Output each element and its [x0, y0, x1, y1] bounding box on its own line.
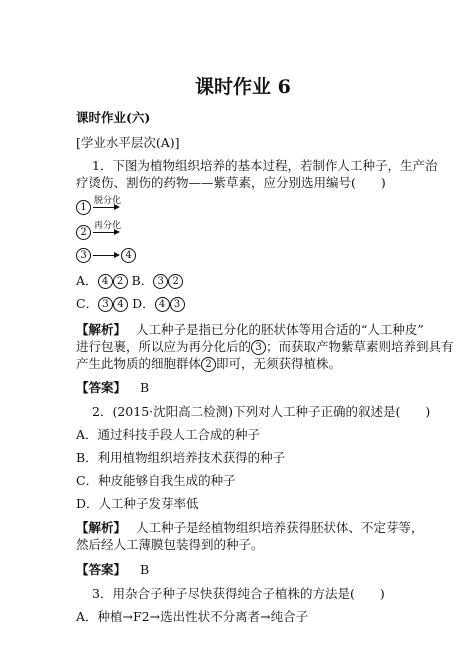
arrow-line-2 [93, 232, 115, 233]
arrow-line-3 [93, 255, 115, 256]
arrow-head-3 [114, 252, 120, 258]
q1-answer-tag: 【答案】 [76, 380, 127, 395]
q1-option-c-label: C． [76, 296, 99, 311]
q3-stem: 3．用杂合子种子尽快获得纯合子植株的方法是( ) [92, 586, 385, 601]
q2-answer [76, 562, 149, 578]
page-title: 课时作业 6 [195, 76, 291, 98]
q1-option-d-label: D． [132, 296, 155, 311]
q2-answer-value: B [140, 562, 150, 577]
diagram-node-3: 3 [76, 247, 91, 263]
q1-analysis-line2: 进行包裹，所以应为再分化后的 3 ；而获取产物紫草素则培养到具有 [76, 339, 454, 354]
q2-analysis-tag: 【解析】 [76, 520, 127, 535]
q1-analysis-line3: 产生此物质的细胞群体 2 即可，无须获得植株。 [76, 356, 342, 371]
dedifferentiation-label: 脱分化 [94, 196, 122, 206]
q1-analysis-tag: 【解析】 [76, 322, 127, 337]
q2-option-d: D．人工种子发芽率低 [76, 496, 199, 511]
q2-analysis-line2: 然后经人工薄膜包装得到的种子。 [76, 537, 264, 552]
q1-option-a-label: A． [76, 273, 98, 288]
q2-analysis-line1: 【解析】 人工种子是经植物组织培养获得胚状体、不定芽等， [76, 520, 424, 535]
q2-stem: 2．(2015·沈阳高二检测)下列对人工种子正确的叙述是( ) [92, 404, 431, 419]
q1-stem-line1: 1．下图为植物组织培养的基本过程，若制作人工种子，生产治 [92, 158, 438, 173]
q1-answer [76, 380, 149, 396]
section-subtitle: 课时作业(六) [76, 110, 151, 125]
q2-option-c: C．种皮能够自我生成的种子 [76, 473, 236, 488]
q1-option-b-label: B． [131, 273, 154, 288]
q2-answer-tag: 【答案】 [76, 562, 127, 577]
level-label: [学业水平层次(A)] [76, 135, 180, 150]
diagram-node-4: 4 [121, 247, 136, 263]
q2-option-b: B．利用植物组织培养技术获得的种子 [76, 450, 286, 465]
q1-options-ab: A． 4 2 B． 3 2 [76, 273, 183, 289]
q1-options-cd: C． 3 4 D． 4 3 [76, 296, 185, 312]
q1-stem-line2: 疗烫伤、割伤的药物——紫草素，应分别选用编号( ) [76, 175, 386, 190]
q3-option-a: A．种植→F2→选出性状不分离者→纯合子 [76, 609, 309, 624]
arrow-head-1 [114, 204, 120, 210]
q1-analysis-line1: 【解析】 人工种子是指已分化的胚状体等用合适的“人工种皮” [76, 322, 424, 337]
diagram-node-1: 1 [76, 199, 91, 215]
arrow-line-1 [93, 207, 115, 208]
redifferentiation-label: 再分化 [94, 221, 122, 231]
diagram-node-2: 2 [76, 224, 91, 240]
q1-answer-value: B [140, 380, 150, 395]
q2-option-a: A．通过科技手段人工合成的种子 [76, 427, 261, 442]
arrow-head-2 [114, 229, 120, 235]
